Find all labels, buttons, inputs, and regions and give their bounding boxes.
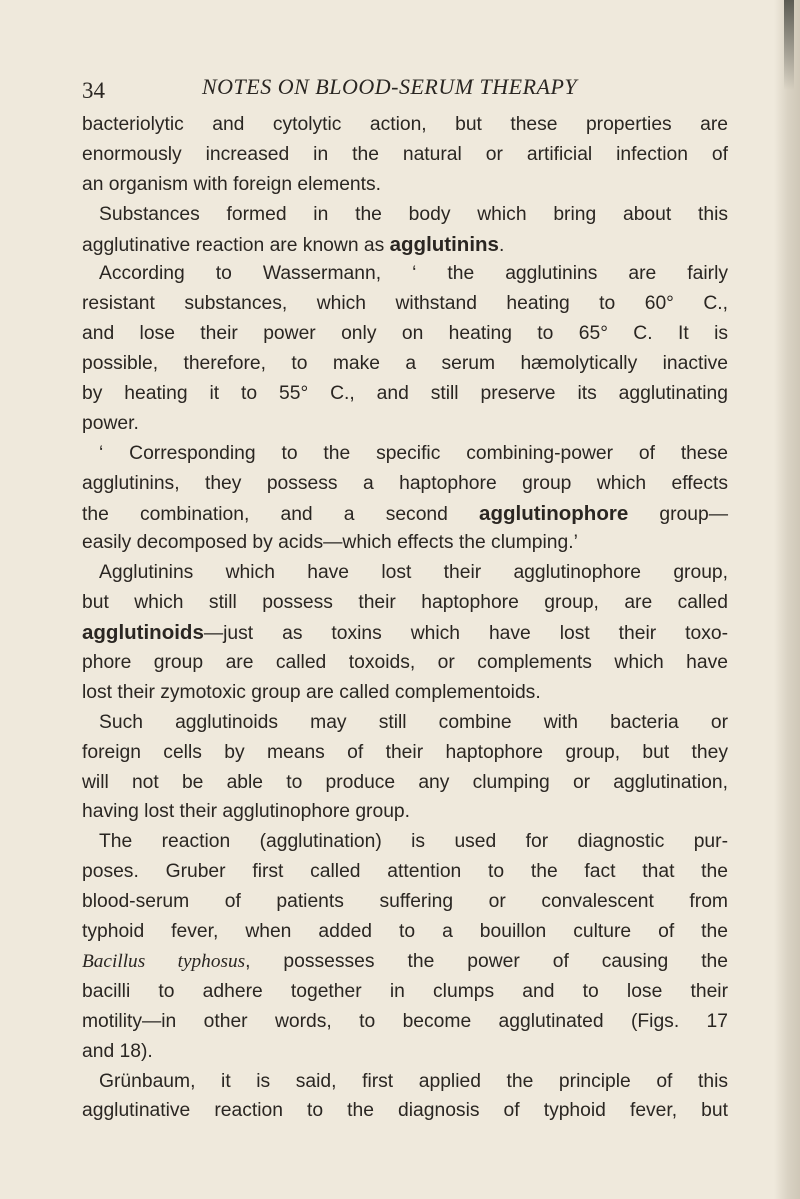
running-head: NOTES ON BLOOD-SERUM THERAPY — [202, 74, 578, 99]
text-line: resistant substances, which withstand heating to 60° C., — [82, 293, 728, 315]
text-line: poses. Gruber first called attention to the fact that the — [82, 861, 728, 883]
text-segment: agglutinative reaction are known as — [82, 234, 390, 256]
text-line: ‘ Corresponding to the specific combining-power of these — [99, 442, 728, 464]
text-segment: , possesses the power of causing the — [245, 950, 728, 972]
text-line: Agglutinins which have lost their agglutinophore group, — [99, 562, 728, 584]
text-line: but which still possess their haptophore group, are called — [82, 592, 728, 614]
text-line: enormously increased in the natural or artificial infection of — [82, 143, 728, 165]
text-line: Substances formed in the body which bring about this — [99, 203, 728, 225]
text-line: lost their zymotoxic group are called complementoids. — [82, 681, 541, 703]
text-line: easily decomposed by acids—which effects the clumping.’ — [82, 532, 578, 554]
text-line: foreign cells by means of their haptophore group, but they — [82, 741, 728, 763]
text-line: The reaction (agglutination) is used for diagnostic pur- — [99, 831, 728, 853]
text-line — [82, 618, 728, 648]
text-line — [82, 499, 728, 529]
text-line: and 18). — [82, 1040, 153, 1062]
text-line: typhoid fever, when added to a bouillon culture of the — [82, 921, 728, 943]
text-line: phore group are called toxoids, or complements which have — [82, 652, 728, 674]
text-line: bacteriolytic and cytolytic action, but these properties are — [82, 114, 728, 135]
text-segment: . — [498, 234, 505, 256]
page-edge-shadow — [784, 0, 794, 90]
text-segment: group— — [628, 503, 728, 525]
term-agglutinophore: agglutinophore — [479, 501, 629, 525]
body-text — [82, 110, 728, 1126]
text-line: by heating it to 55° C., and still preserve its agglutinating — [82, 383, 728, 405]
text-line: bacilli to adhere together in clumps and to lose their — [82, 980, 728, 1002]
text-line: possible, therefore, to make a serum hæmolytically inactive — [82, 353, 728, 375]
page-edge — [774, 0, 800, 1199]
text-line: an organism with foreign elements. — [82, 173, 382, 195]
text-line — [82, 947, 728, 977]
text-segment: the combination, and a second — [82, 503, 480, 525]
text-segment: —just as toxins which have lost their toxo- — [203, 623, 728, 645]
text-line — [82, 230, 728, 260]
text-line: power. — [82, 412, 139, 434]
text-line: Grünbaum, it is said, first applied the principle of this — [99, 1070, 728, 1092]
text-line: having lost their agglutinophore group. — [82, 801, 411, 823]
text-line: motility—in other words, to become agglutinated (Figs. 17 — [82, 1010, 728, 1032]
text-line: blood-serum of patients suffering or convalescent from — [82, 891, 728, 913]
text-line: will not be able to produce any clumping or agglutination, — [82, 771, 728, 793]
page-header — [82, 74, 722, 106]
italic-species-name: Bacillus typhosus — [82, 950, 246, 972]
text-line: Such agglutinoids may still combine with bacteria or — [99, 711, 728, 733]
text-line: agglutinative reaction to the diagnosis of typhoid fever, but — [82, 1100, 728, 1122]
text-line: and lose their power only on heating to 65° C. It is — [82, 323, 728, 345]
page-number: 34 — [82, 78, 105, 103]
term-agglutinoids: agglutinoids — [82, 621, 204, 645]
text-line: agglutinins, they possess a haptophore group which effects — [82, 472, 728, 494]
term-agglutinins: agglutinins — [389, 232, 499, 256]
text-line: According to Wassermann, ‘ the agglutinins are fairly — [99, 263, 728, 285]
